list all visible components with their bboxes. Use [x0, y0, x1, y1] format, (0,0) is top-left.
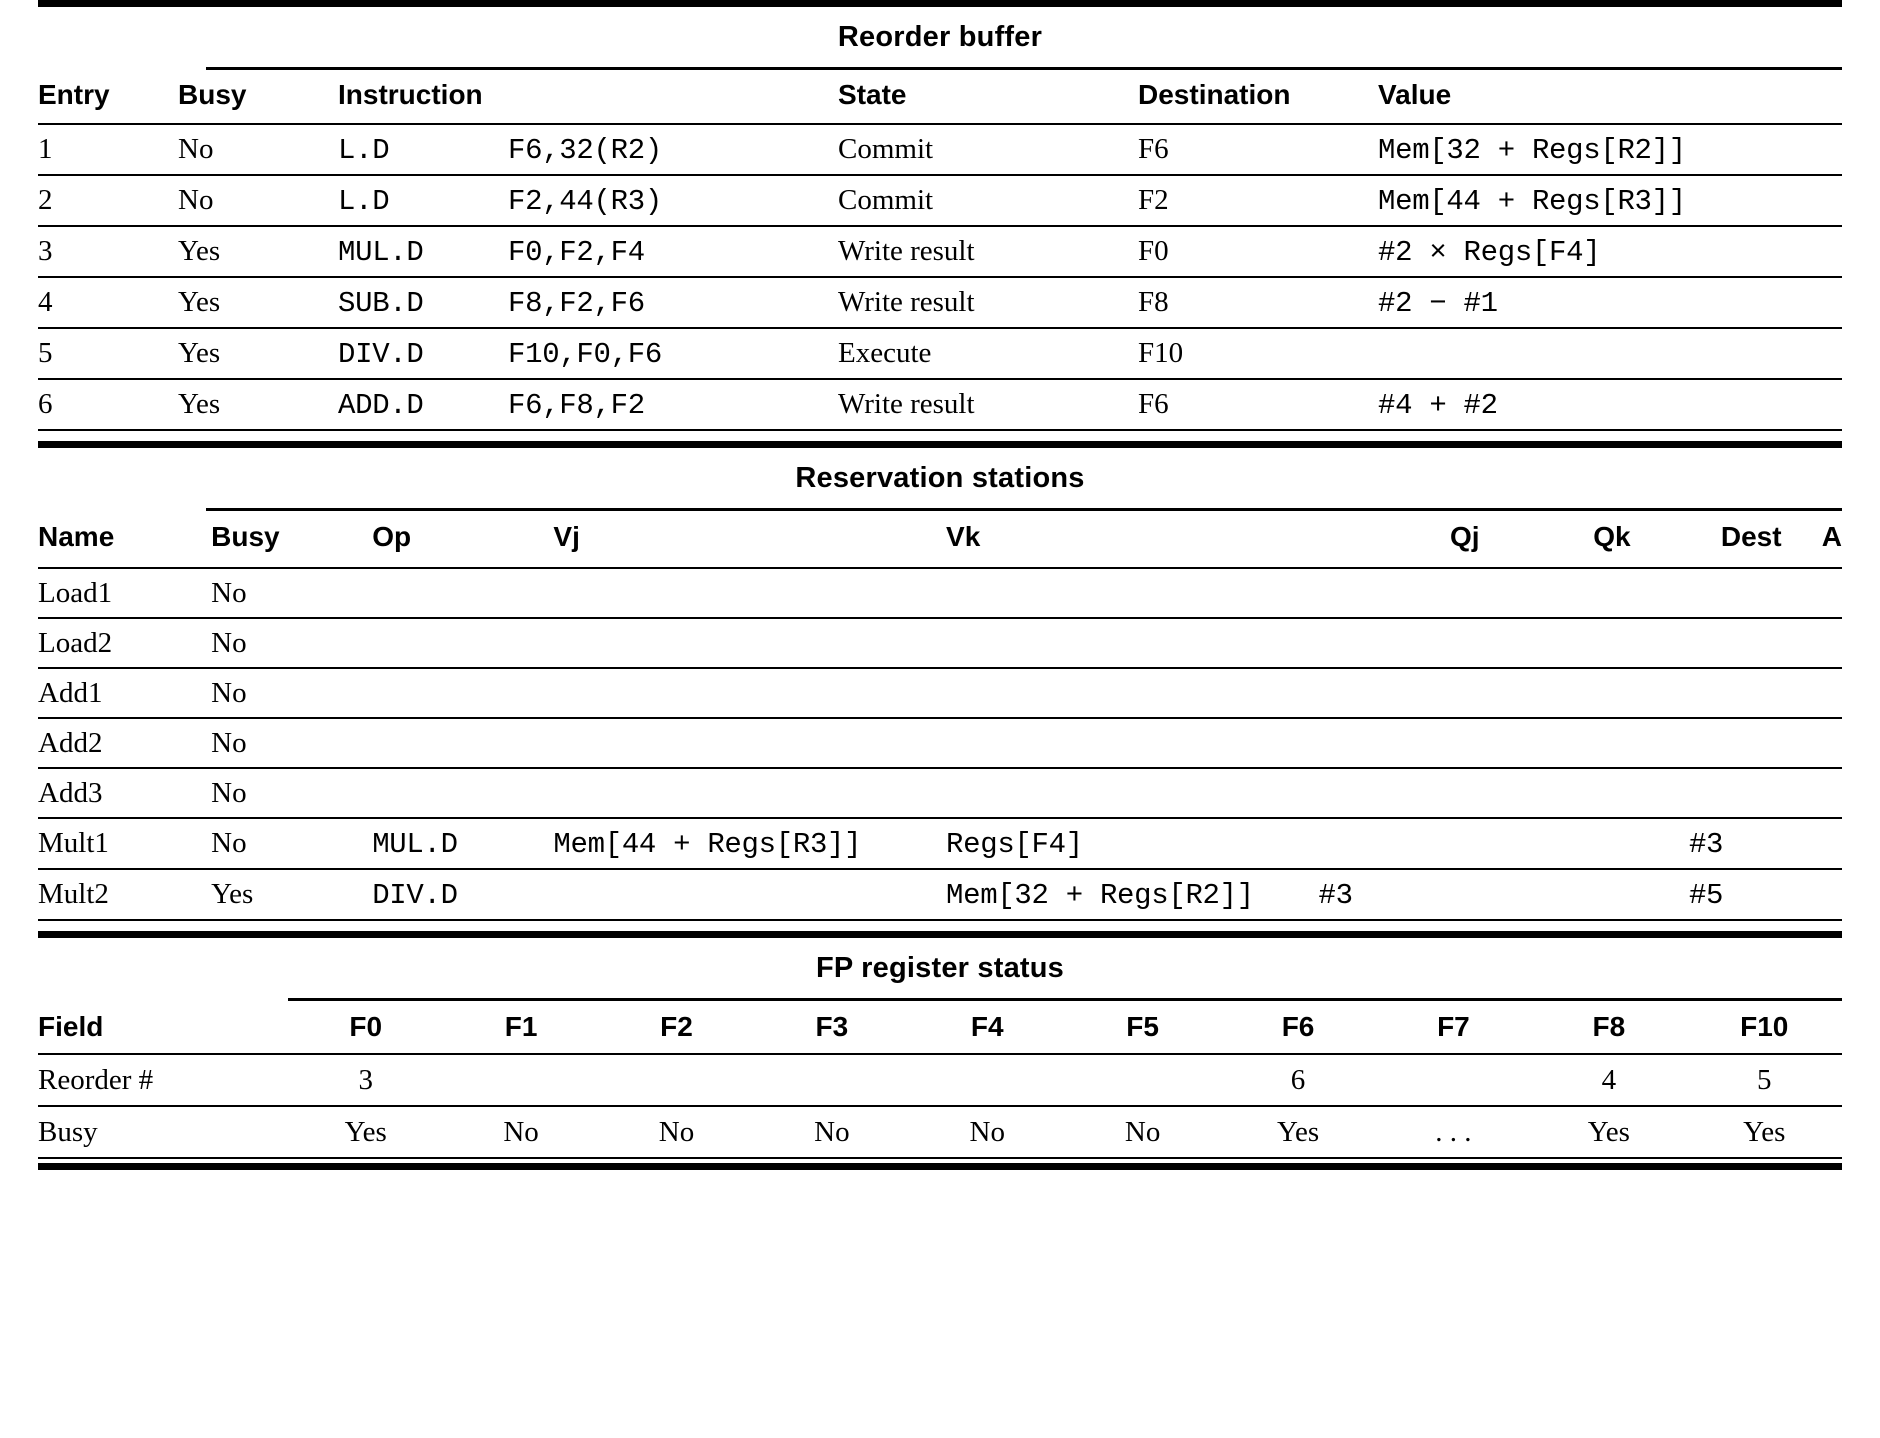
rob-entry: 5 — [38, 328, 178, 379]
rob-operands: F10,F0,F6 — [508, 328, 838, 379]
table-row — [38, 718, 1842, 768]
rs-name: Add2 — [38, 718, 211, 768]
rs-vj — [553, 768, 946, 818]
rob-entry: 6 — [38, 379, 178, 430]
rob-busy: Yes — [178, 277, 338, 328]
rs-a — [1782, 568, 1842, 618]
rob-busy: No — [178, 124, 338, 175]
rob-state: Write result — [838, 379, 1138, 430]
rs-busy: No — [211, 768, 372, 818]
fp-cell: 6 — [1220, 1054, 1375, 1106]
table-row — [38, 869, 1842, 920]
col-header-name: Name — [38, 521, 115, 552]
table-row — [38, 328, 1842, 379]
fp-header-row — [38, 1001, 1842, 1054]
rob-value: Mem[44 + Regs[R3]] — [1378, 175, 1842, 226]
reservation-stations-top-rule — [38, 441, 1842, 448]
rs-busy: No — [211, 568, 372, 618]
fp-cell: Yes — [1531, 1106, 1686, 1158]
table-row — [38, 124, 1842, 175]
fp-cell — [443, 1054, 598, 1106]
col-header-destination: Destination — [1138, 79, 1291, 110]
rs-busy: No — [211, 718, 372, 768]
fp-cell: . . . — [1376, 1106, 1531, 1158]
rob-op: L.D — [338, 124, 508, 175]
rs-a — [1782, 618, 1842, 668]
table-row — [38, 379, 1842, 430]
rs-a — [1782, 768, 1842, 818]
fp-cell — [599, 1054, 754, 1106]
table-row — [38, 818, 1842, 869]
rs-qj — [1318, 618, 1479, 668]
rs-vk: Regs[F4] — [946, 818, 1318, 869]
rob-dest: F2 — [1138, 175, 1378, 226]
col-header-vk: Vk — [946, 521, 981, 552]
col-header-dest: Dest — [1720, 521, 1782, 552]
rs-qj — [1318, 718, 1479, 768]
bottom-rule — [38, 1163, 1842, 1170]
fp-cell: 4 — [1531, 1054, 1686, 1106]
rob-dest: F8 — [1138, 277, 1378, 328]
col-header-entry: Entry — [38, 79, 110, 110]
rs-busy: No — [211, 818, 372, 869]
fp-register-status-title: FP register status — [815, 952, 1065, 984]
rs-op — [372, 768, 553, 818]
fp-cell: Yes — [1687, 1106, 1842, 1158]
rs-name: Mult2 — [38, 869, 211, 920]
rob-value — [1378, 328, 1842, 379]
rs-vj — [553, 618, 946, 668]
rs-qj: #3 — [1318, 869, 1479, 920]
rob-operands: F6,F8,F2 — [508, 379, 838, 430]
col-header-field: Field — [38, 1011, 104, 1042]
rs-vj — [553, 718, 946, 768]
table-row — [38, 618, 1842, 668]
fp-cell — [1065, 1054, 1220, 1106]
table-row — [38, 1106, 1842, 1158]
col-header-f4: F4 — [970, 1011, 1004, 1042]
rob-state: Commit — [838, 124, 1138, 175]
table-row — [38, 668, 1842, 718]
rs-dest — [1631, 768, 1782, 818]
rob-operands: F2,44(R3) — [508, 175, 838, 226]
rs-qk — [1480, 718, 1631, 768]
fp-cell: No — [599, 1106, 754, 1158]
fp-cell: Yes — [288, 1106, 443, 1158]
rs-op — [372, 568, 553, 618]
fp-cell: 3 — [288, 1054, 443, 1106]
col-header-instruction: Instruction — [338, 79, 483, 110]
col-header-value: Value — [1378, 79, 1452, 110]
col-header-f5: F5 — [1126, 1011, 1159, 1042]
rs-vj — [553, 568, 946, 618]
reservation-stations-title: Reservation stations — [795, 462, 1085, 494]
rob-state: Write result — [838, 277, 1138, 328]
rob-state: Execute — [838, 328, 1138, 379]
rs-a — [1782, 869, 1842, 920]
col-header-qk: Qk — [1593, 521, 1631, 552]
rob-entry: 1 — [38, 124, 178, 175]
rob-busy: Yes — [178, 328, 338, 379]
col-header-f1: F1 — [504, 1011, 538, 1042]
col-header-busy: Busy — [178, 79, 247, 110]
rs-a — [1782, 818, 1842, 869]
fp-row-label: Busy — [38, 1106, 288, 1158]
col-header-f3: F3 — [815, 1011, 849, 1042]
rob-operands: F8,F2,F6 — [508, 277, 838, 328]
rob-dest: F6 — [1138, 124, 1378, 175]
rob-busy: Yes — [178, 379, 338, 430]
rs-vk — [946, 568, 1318, 618]
rs-vj — [553, 668, 946, 718]
rs-qk — [1480, 869, 1631, 920]
col-header-f6: F6 — [1281, 1011, 1315, 1042]
rs-dest — [1631, 618, 1782, 668]
rob-op: SUB.D — [338, 277, 508, 328]
rob-entry: 4 — [38, 277, 178, 328]
rob-op: DIV.D — [338, 328, 508, 379]
rob-value: #4 + #2 — [1378, 379, 1842, 430]
rob-operands: F0,F2,F4 — [508, 226, 838, 277]
col-header-f7: F7 — [1437, 1011, 1470, 1042]
rob-busy: Yes — [178, 226, 338, 277]
rob-state: Write result — [838, 226, 1138, 277]
rs-vk: Mem[32 + Regs[R2]] — [946, 869, 1318, 920]
fp-cell — [1376, 1054, 1531, 1106]
table-row — [38, 568, 1842, 618]
rs-qj — [1318, 568, 1479, 618]
rs-vj — [553, 869, 946, 920]
reorder-buffer-header-row — [38, 70, 1842, 124]
rob-dest: F6 — [1138, 379, 1378, 430]
table-row — [38, 1054, 1842, 1106]
rob-value: Mem[32 + Regs[R2]] — [1378, 124, 1842, 175]
fp-cell: No — [443, 1106, 598, 1158]
fp-register-status-table — [38, 1001, 1842, 1159]
table-row — [38, 175, 1842, 226]
col-header-f8: F8 — [1592, 1011, 1626, 1042]
fp-cell: No — [910, 1106, 1065, 1158]
rob-value: #2 × Regs[F4] — [1378, 226, 1842, 277]
col-header-busy: Busy — [211, 521, 280, 552]
rob-dest: F10 — [1138, 328, 1378, 379]
col-header-state: State — [838, 79, 907, 110]
rs-dest: #5 — [1631, 869, 1782, 920]
rs-busy: No — [211, 618, 372, 668]
col-header-f0: F0 — [349, 1011, 383, 1042]
col-header-qj: Qj — [1449, 521, 1480, 552]
reservation-stations-header-row — [38, 511, 1842, 568]
col-header-a: A — [1821, 521, 1842, 552]
rs-vk — [946, 768, 1318, 818]
fp-cell — [910, 1054, 1065, 1106]
rs-qk — [1480, 768, 1631, 818]
rob-operands: F6,32(R2) — [508, 124, 838, 175]
rob-entry: 3 — [38, 226, 178, 277]
rs-qk — [1480, 568, 1631, 618]
rob-op: MUL.D — [338, 226, 508, 277]
col-header-f2: F2 — [660, 1011, 693, 1042]
rob-state: Commit — [838, 175, 1138, 226]
rs-vj: Mem[44 + Regs[R3]] — [553, 818, 946, 869]
rs-op — [372, 668, 553, 718]
rs-op: MUL.D — [372, 818, 553, 869]
reservation-stations-table — [38, 511, 1842, 921]
rs-name: Mult1 — [38, 818, 211, 869]
rs-dest: #3 — [1631, 818, 1782, 869]
rs-qj — [1318, 818, 1479, 869]
col-header-op: Op — [372, 521, 412, 552]
rob-entry: 2 — [38, 175, 178, 226]
fp-register-status-top-rule — [38, 931, 1842, 938]
rs-qk — [1480, 818, 1631, 869]
table-row — [38, 277, 1842, 328]
rs-vk — [946, 668, 1318, 718]
rs-name: Load2 — [38, 618, 211, 668]
rs-name: Add3 — [38, 768, 211, 818]
col-header-vj: Vj — [553, 521, 580, 552]
fp-row-label: Reorder # — [38, 1054, 288, 1106]
rs-op — [372, 718, 553, 768]
rob-op: ADD.D — [338, 379, 508, 430]
table-row — [38, 768, 1842, 818]
col-header-f10: F10 — [1740, 1011, 1789, 1042]
rs-op — [372, 618, 553, 668]
rs-op: DIV.D — [372, 869, 553, 920]
fp-cell — [754, 1054, 909, 1106]
rs-a — [1782, 668, 1842, 718]
rob-dest: F0 — [1138, 226, 1378, 277]
rs-qk — [1480, 618, 1631, 668]
rs-dest — [1631, 668, 1782, 718]
top-rule — [38, 0, 1842, 7]
fp-cell: No — [1065, 1106, 1220, 1158]
fp-cell: Yes — [1220, 1106, 1375, 1158]
fp-cell: 5 — [1687, 1054, 1842, 1106]
rs-qk — [1480, 668, 1631, 718]
rs-dest — [1631, 718, 1782, 768]
rs-qj — [1318, 668, 1479, 718]
rs-vk — [946, 618, 1318, 668]
rs-name: Load1 — [38, 568, 211, 618]
rs-name: Add1 — [38, 668, 211, 718]
rs-busy: No — [211, 668, 372, 718]
rob-busy: No — [178, 175, 338, 226]
reorder-buffer-title: Reorder buffer — [837, 21, 1043, 53]
rob-value: #2 − #1 — [1378, 277, 1842, 328]
rs-dest — [1631, 568, 1782, 618]
rs-qj — [1318, 768, 1479, 818]
rob-op: L.D — [338, 175, 508, 226]
rs-busy: Yes — [211, 869, 372, 920]
reorder-buffer-table — [38, 70, 1842, 431]
rs-vk — [946, 718, 1318, 768]
rs-a — [1782, 718, 1842, 768]
table-row — [38, 226, 1842, 277]
fp-cell: No — [754, 1106, 909, 1158]
